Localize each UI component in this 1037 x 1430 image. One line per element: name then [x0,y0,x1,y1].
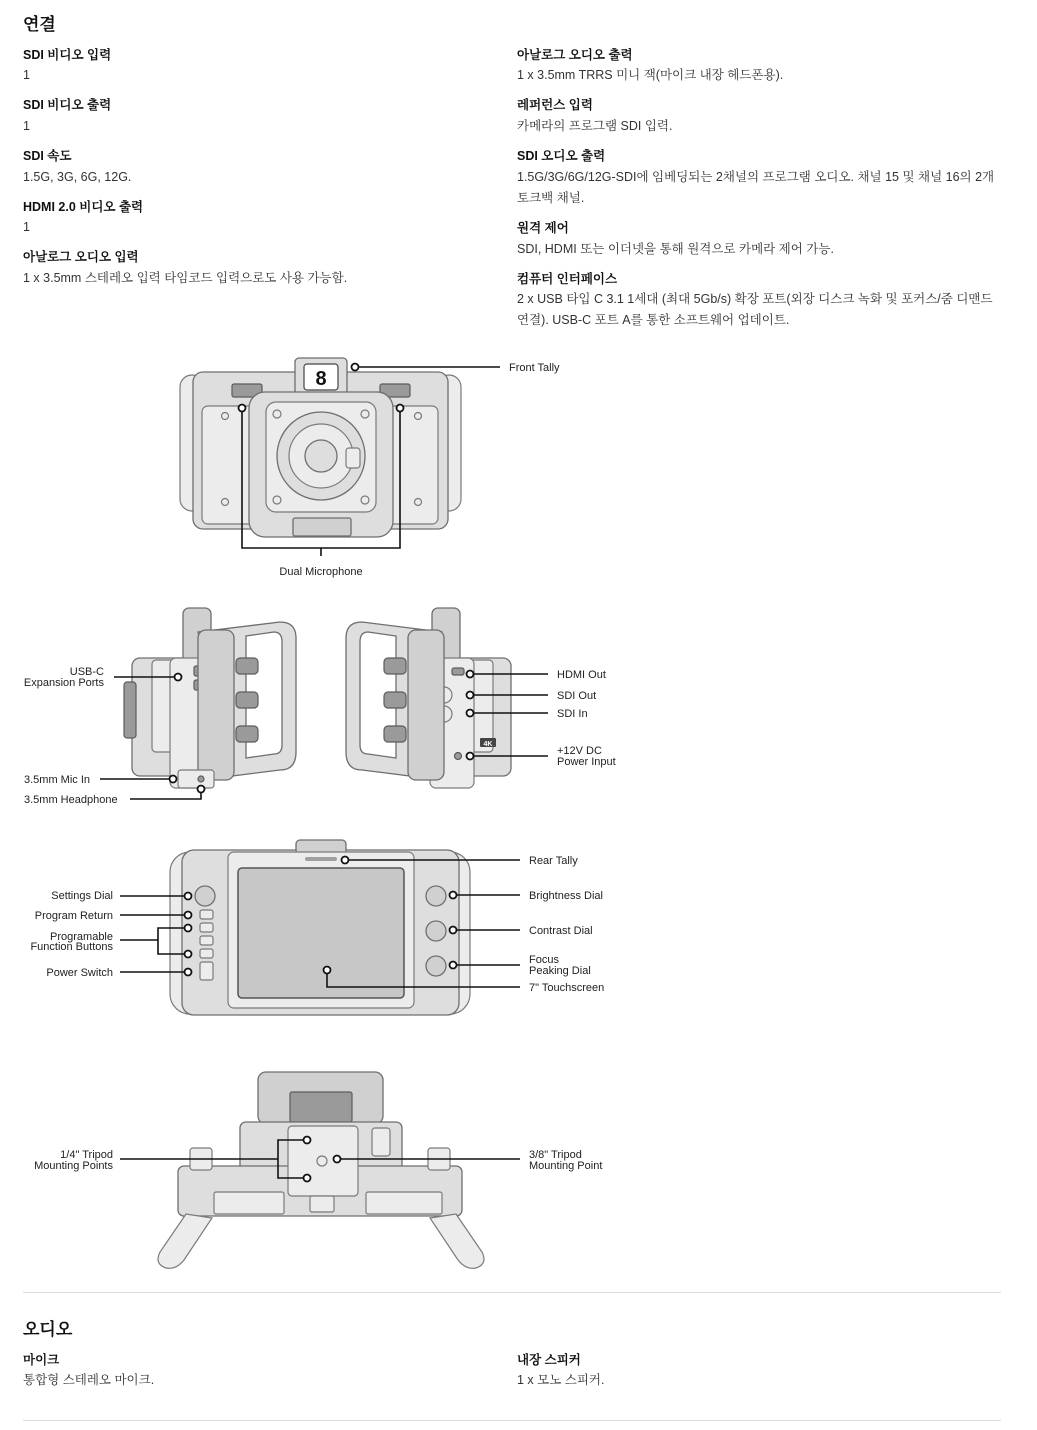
spec-value: 1 x 3.5mm 스테레오 입력 타임코드 입력으로도 사용 가능함. [23,271,348,285]
bottom-vent [290,1092,352,1122]
lens-release-button [346,448,360,468]
usbc-marker [175,674,182,681]
threeeighths-tripod-label-line2: Mounting Point [529,1160,603,1172]
spec-label: 내장 스피커 [517,1353,581,1367]
spec-label: 아날로그 오디오 입력 [23,250,139,264]
right-handle-grip [408,630,444,780]
front-tally-marker [352,364,359,371]
body-screw [415,499,422,506]
spec-value: 1 [23,220,30,234]
programable-marker [185,925,192,932]
quarter-tripod-label-line2: Mounting Points [34,1160,113,1172]
focus-label-line2: Peaking Dial [529,965,591,977]
spec-value: 1 x 모노 스피커. [517,1373,605,1387]
brightness-marker [450,892,457,899]
audio-jack [198,776,204,782]
brightness-dial [426,886,446,906]
right-leg [430,1214,484,1268]
quarter-tripod-marker [304,1175,311,1182]
sdi-in-label: SDI In [557,708,588,720]
spec-label: HDMI 2.0 비디오 출력 [23,200,144,214]
touchscreen-marker [324,967,331,974]
headphone-label: 3.5mm Headphone [24,794,118,806]
camera-connections-diagram [0,340,700,1280]
hdmi-out-label: HDMI Out [557,669,606,681]
spec-label: SDI 속도 [23,149,72,163]
spec-label: SDI 오디오 출력 [517,149,606,163]
mount-screw [361,410,369,418]
spec-value: 1 [23,68,30,82]
programable-label-line2: Function Buttons [30,941,113,953]
front-tally-number: 8 [315,368,327,390]
body-screw [222,413,229,420]
body-screw [415,413,422,420]
usbc-label-line2: Expansion Ports [23,677,104,689]
spec-label: 아날로그 오디오 출력 [517,48,633,62]
settings-dial [195,886,215,906]
brightness-dial-label: Brightness Dial [529,890,603,902]
tripod-hole-large [317,1156,327,1166]
audio-jack-panel [178,770,214,788]
sdi-out-label: SDI Out [557,690,597,702]
spec-label: 마이크 [23,1353,60,1367]
power-switch [200,962,213,980]
usbc-label-line1: USB-C [69,666,104,678]
program-return-button [200,910,213,919]
function-button-1 [200,923,213,932]
contrast-marker [450,927,457,934]
body-screw [222,499,229,506]
spec-value: 통합형 스테레오 마이크. [23,1373,155,1387]
left-side-lens [124,682,136,738]
section-divider [23,1420,1001,1421]
contrast-dial [426,921,446,941]
power-switch-marker [185,969,192,976]
mount-screw [273,496,281,504]
spec-value: 카메라의 프로그램 SDI 입력. [517,119,673,133]
mic-in-label: 3.5mm Mic In [24,774,91,786]
quarter-tripod-marker [304,1137,311,1144]
left-side-dial [236,726,258,742]
power-input-port [455,753,462,760]
spec-label: 원격 제어 [517,221,569,235]
function-button-3 [200,949,213,958]
left-side-view [24,608,296,806]
mic-in-marker [170,776,177,783]
mic-right-marker [397,405,404,412]
left-leg [158,1214,212,1268]
spec-value: 1.5G, 3G, 6G, 12G. [23,170,132,184]
spec-value: 1.5G/3G/6G/12G-SDI에 임베딩되는 2채널의 프로그램 오디오. 채널 15 및 채널 16의 2개 토크백 채널. [517,170,995,205]
programable-label-line1: Programable [50,931,113,943]
bottom-side-door [372,1128,390,1156]
spec-value: 2 x USB 타입 C 3.1 1세대 (최대 5Gb/s) 확장 포트(외장 디스크 녹화 및 포커스/줌 디맨드 연결). USB-C 포트 A를 통한 소프트웨어 업데이트. [517,292,993,327]
spec-value: 1 [23,119,30,133]
left-handle-grip [198,630,234,780]
spec-value: SDI, HDMI 또는 이더넷을 통해 원격으로 카메라 제어 가능. [517,242,834,256]
contrast-dial-label: Contrast Dial [529,925,593,937]
quarter-tripod-label-line1: 1/4" Tripod [60,1149,113,1161]
left-side-dial [236,658,258,674]
bottom-connector [310,1196,334,1212]
sdi-out-marker [467,692,474,699]
spec-label: SDI 비디오 출력 [23,98,112,112]
focus-peaking-marker [450,962,457,969]
settings-dial-marker [185,893,192,900]
hdmi-out-marker [467,671,474,678]
spec-label: 컴퓨터 인터페이스 [517,272,618,286]
rear-tally-light [305,857,337,861]
lens-mount-center [305,440,337,472]
rear-tally-label: Rear Tally [529,855,578,867]
mount-screw [273,410,281,418]
info-label-left [214,1192,284,1214]
function-button-2 [200,936,213,945]
power-input-marker [467,753,474,760]
badge-4k-text: 4K [483,741,493,748]
right-side-view [346,608,616,788]
bottom-view [34,1072,602,1268]
right-side-dial [384,726,406,742]
mic-left-marker [239,405,246,412]
front-view [180,358,560,578]
program-return-label: Program Return [34,910,113,922]
headphone-leader [130,789,201,799]
section-title-connections: 연결 [23,15,56,34]
spec-value: 1 x 3.5mm TRRS 미니 잭(마이크 내장 헤드폰용). [517,68,784,82]
right-side-dial [384,658,406,674]
section-divider [23,1292,1001,1293]
threeeighths-tripod-marker [334,1156,341,1163]
focus-peaking-dial [426,956,446,976]
info-label-right [366,1192,442,1214]
headphone-marker [198,786,205,793]
threeeighths-tripod-label-line1: 3/8" Tripod [529,1149,582,1161]
power-switch-label: Power Switch [46,967,113,979]
sdi-in-marker [467,710,474,717]
settings-dial-label: Settings Dial [51,890,113,902]
section-title-audio: 오디오 [23,1320,73,1339]
rear-tally-marker [342,857,349,864]
program-return-marker [185,912,192,919]
spec-label: 레퍼런스 입력 [517,98,593,112]
spec-label: SDI 비디오 입력 [23,48,112,62]
left-side-dial [236,692,258,708]
front-grille [293,518,351,536]
right-side-dial [384,692,406,708]
rear-view [30,840,604,1015]
power-input-label-line1: +12V DC [557,745,602,757]
programable-marker [185,951,192,958]
front-tally-label: Front Tally [509,362,560,374]
touchscreen-label: 7" Touchscreen [529,982,605,994]
mount-screw [361,496,369,504]
focus-label-line1: Focus [529,954,559,966]
power-input-label-line2: Power Input [557,756,616,768]
dual-microphone-label: Dual Microphone [279,566,363,578]
hdmi-port [452,668,464,675]
touchscreen [238,868,404,998]
